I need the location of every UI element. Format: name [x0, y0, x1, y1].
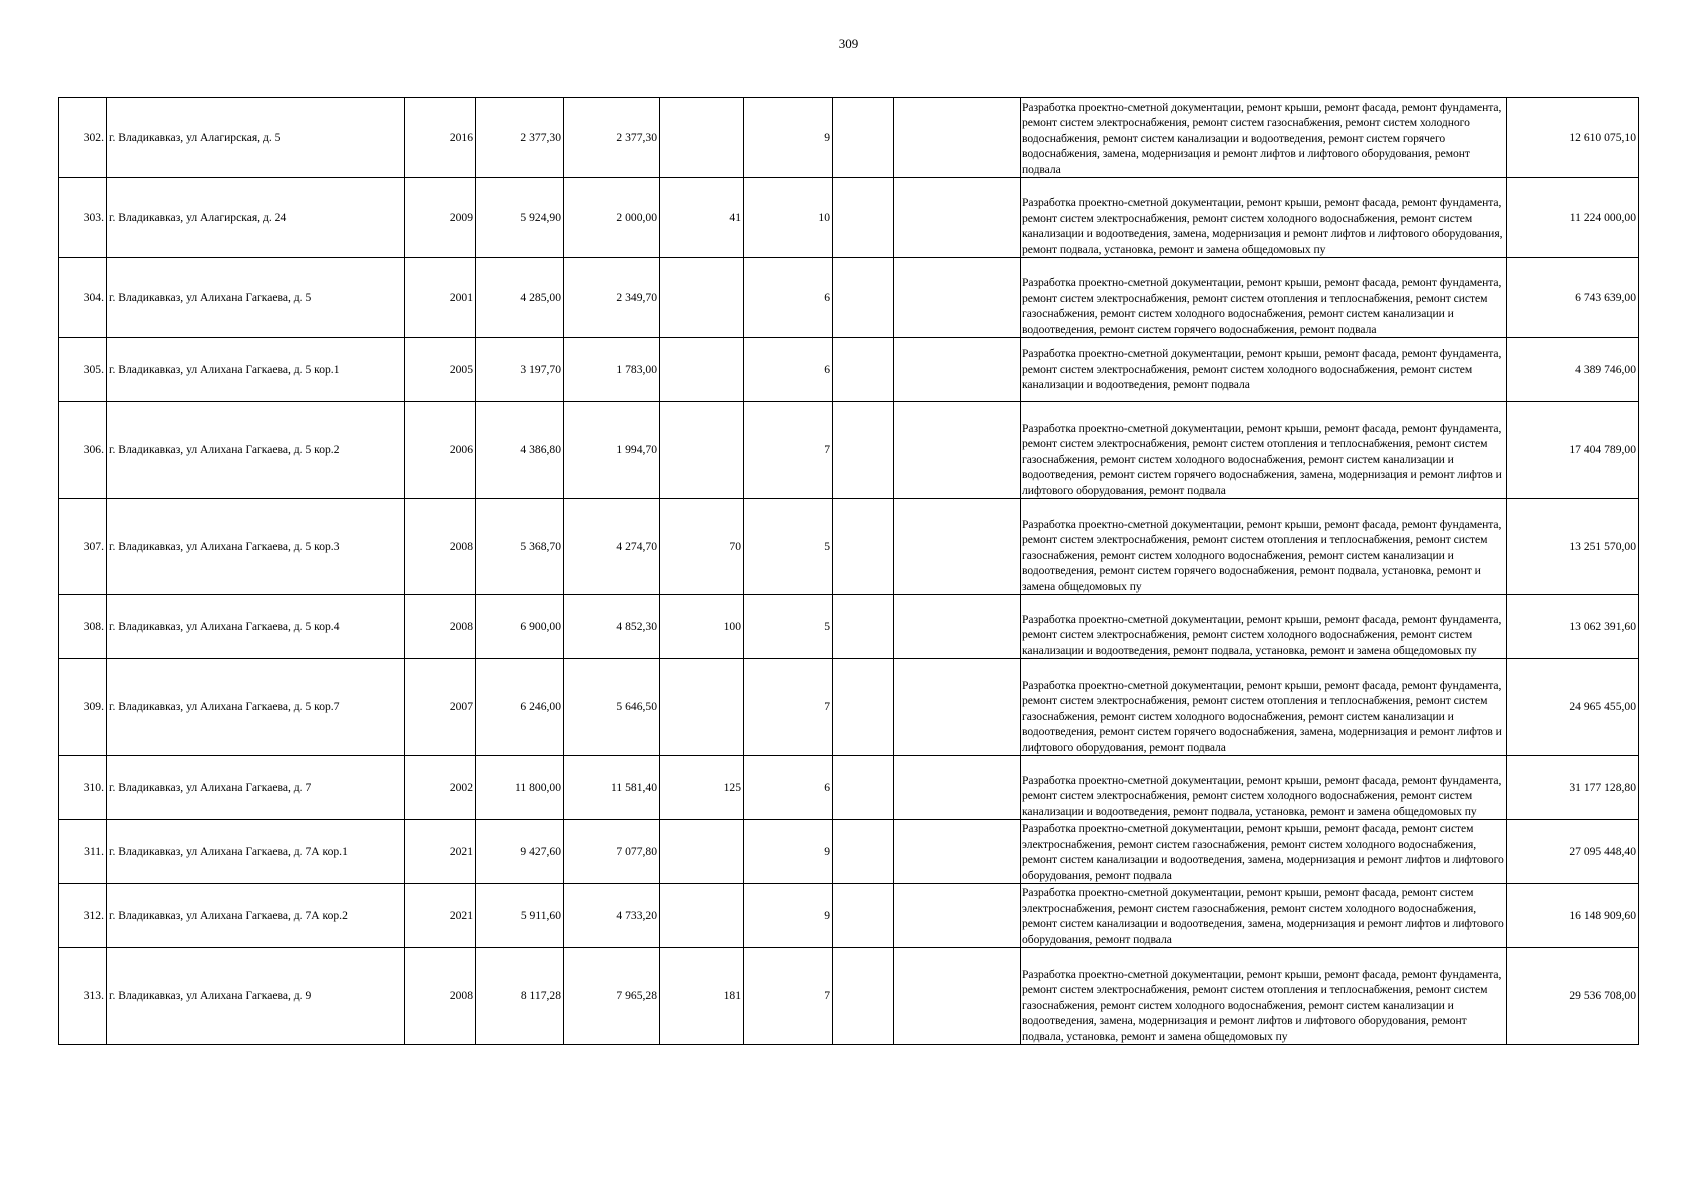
row-index: 310.	[59, 756, 107, 820]
floors-cell: 5	[744, 595, 833, 659]
floors-cell: 9	[744, 884, 833, 948]
table-row	[59, 884, 1639, 948]
total-area-cell: 5 911,60	[476, 884, 564, 948]
empty-cell	[833, 402, 894, 499]
year-cell: 2007	[405, 659, 476, 756]
works-description-cell: Разработка проектно-сметной документации, ремонт крыши, ремонт фасада, ремонт фундамента, ремонт систем электроснабжения, ремонт систем холодного водоснабжения, ремонт систем канализации и водоотведения, ремонт подвала	[1021, 338, 1507, 402]
table-row	[59, 178, 1639, 258]
table-row	[59, 499, 1639, 595]
cost-cell: 11 224 000,00	[1507, 178, 1639, 258]
works-description-cell: Разработка проектно-сметной документации, ремонт крыши, ремонт фасада, ремонт фундамента, ремонт систем электроснабжения, ремонт систем отопления и теплоснабжения, ремонт систем газоснабжения, ремонт систем холодного водоснабжения, ремонт систем канализации и водоотведения, ремонт систем горячего водоснабжения, замена, модернизация и ремонт лифтов и лифтового оборудования, ремонт подвала	[1021, 402, 1507, 499]
residents-cell	[660, 98, 744, 178]
residents-cell: 41	[660, 178, 744, 258]
empty-cell	[833, 499, 894, 595]
floors-cell: 7	[744, 948, 833, 1045]
floors-cell: 9	[744, 820, 833, 884]
works-description-cell: Разработка проектно-сметной документации, ремонт крыши, ремонт фасада, ремонт фундамента, ремонт систем электроснабжения, ремонт систем отопления и теплоснабжения, ремонт систем газоснабжения, ремонт систем холодного водоснабжения, ремонт систем канализации и водоотведения, ремонт систем горячего водоснабжения, ремонт подвала, установка, ремонт и замена общедомовых пу	[1021, 499, 1507, 595]
floors-cell: 6	[744, 258, 833, 338]
floors-cell: 7	[744, 659, 833, 756]
works-description-cell: Разработка проектно-сметной документации, ремонт крыши, ремонт фасада, ремонт систем электроснабжения, ремонт систем газоснабжения, ремонт систем холодного водоснабжения, ремонт систем канализации и водоотведения, замена, модернизация и ремонт лифтов и лифтового оборудования, ремонт подвала	[1021, 884, 1507, 948]
address-cell: г. Владикавказ, ул Алихана Гагкаева, д. 5 кор.2	[107, 402, 405, 499]
cost-cell: 31 177 128,80	[1507, 756, 1639, 820]
works-description-cell: Разработка проектно-сметной документации, ремонт крыши, ремонт фасада, ремонт фундамента, ремонт систем электроснабжения, ремонт систем холодного водоснабжения, ремонт систем канализации и водоотведения, ремонт подвала, установка, ремонт и замена общедомовых пу	[1021, 595, 1507, 659]
empty-cell	[894, 98, 1021, 178]
row-index: 305.	[59, 338, 107, 402]
address-cell: г. Владикавказ, ул Алагирская, д. 24	[107, 178, 405, 258]
residents-cell: 181	[660, 948, 744, 1045]
living-area-cell: 1 783,00	[564, 338, 660, 402]
table-row	[59, 258, 1639, 338]
address-cell: г. Владикавказ, ул Алихана Гагкаева, д. 5 кор.7	[107, 659, 405, 756]
row-index: 313.	[59, 948, 107, 1045]
total-area-cell: 5 924,90	[476, 178, 564, 258]
living-area-cell: 5 646,50	[564, 659, 660, 756]
cost-cell: 27 095 448,40	[1507, 820, 1639, 884]
floors-cell: 6	[744, 338, 833, 402]
cost-cell: 12 610 075,10	[1507, 98, 1639, 178]
empty-cell	[894, 499, 1021, 595]
empty-cell	[833, 659, 894, 756]
works-description-cell: Разработка проектно-сметной документации, ремонт крыши, ремонт фасада, ремонт фундамента, ремонт систем электроснабжения, ремонт систем газоснабжения, ремонт систем холодного водоснабжения, ремонт систем канализации и водоотведения, ремонт систем горячего водоснабжения, замена, модернизация и ремонт лифтов и лифтового оборудования, ремонт подвала	[1021, 98, 1507, 178]
table-row	[59, 338, 1639, 402]
empty-cell	[894, 402, 1021, 499]
total-area-cell: 6 900,00	[476, 595, 564, 659]
year-cell: 2001	[405, 258, 476, 338]
living-area-cell: 2 000,00	[564, 178, 660, 258]
year-cell: 2016	[405, 98, 476, 178]
year-cell: 2009	[405, 178, 476, 258]
total-area-cell: 8 117,28	[476, 948, 564, 1045]
residents-cell	[660, 258, 744, 338]
cost-cell: 6 743 639,00	[1507, 258, 1639, 338]
floors-cell: 7	[744, 402, 833, 499]
total-area-cell: 11 800,00	[476, 756, 564, 820]
empty-cell	[833, 258, 894, 338]
residents-cell: 125	[660, 756, 744, 820]
cost-cell: 13 251 570,00	[1507, 499, 1639, 595]
total-area-cell: 3 197,70	[476, 338, 564, 402]
address-cell: г. Владикавказ, ул Алихана Гагкаева, д. 7А кор.1	[107, 820, 405, 884]
table-body	[59, 98, 1639, 1045]
row-index: 307.	[59, 499, 107, 595]
row-index: 302.	[59, 98, 107, 178]
living-area-cell: 1 994,70	[564, 402, 660, 499]
cost-cell: 4 389 746,00	[1507, 338, 1639, 402]
year-cell: 2008	[405, 595, 476, 659]
works-description-cell: Разработка проектно-сметной документации, ремонт крыши, ремонт фасада, ремонт фундамента, ремонт систем электроснабжения, ремонт систем холодного водоснабжения, ремонт систем канализации и водоотведения, ремонт подвала, установка, ремонт и замена общедомовых пу	[1021, 756, 1507, 820]
living-area-cell: 4 733,20	[564, 884, 660, 948]
floors-cell: 5	[744, 499, 833, 595]
address-cell: г. Владикавказ, ул Алихана Гагкаева, д. 7А кор.2	[107, 884, 405, 948]
works-description-cell: Разработка проектно-сметной документации, ремонт крыши, ремонт фасада, ремонт фундамента, ремонт систем электроснабжения, ремонт систем отопления и теплоснабжения, ремонт систем газоснабжения, ремонт систем холодного водоснабжения, ремонт систем канализации и водоотведения, ремонт систем горячего водоснабжения, ремонт подвала	[1021, 258, 1507, 338]
empty-cell	[894, 948, 1021, 1045]
address-cell: г. Владикавказ, ул Алихана Гагкаева, д. 5 кор.3	[107, 499, 405, 595]
works-description-cell: Разработка проектно-сметной документации, ремонт крыши, ремонт фасада, ремонт фундамента, ремонт систем электроснабжения, ремонт систем отопления и теплоснабжения, ремонт систем газоснабжения, ремонт систем холодного водоснабжения, ремонт систем канализации и водоотведения, ремонт систем горячего водоснабжения, замена, модернизация и ремонт лифтов и лифтового оборудования, ремонт подвала	[1021, 659, 1507, 756]
empty-cell	[833, 948, 894, 1045]
registry-table	[58, 97, 1639, 1045]
row-index: 308.	[59, 595, 107, 659]
empty-cell	[833, 178, 894, 258]
page-number: 309	[838, 36, 859, 51]
empty-cell	[833, 756, 894, 820]
row-index: 311.	[59, 820, 107, 884]
row-index: 309.	[59, 659, 107, 756]
total-area-cell: 6 246,00	[476, 659, 564, 756]
empty-cell	[894, 258, 1021, 338]
residents-cell: 70	[660, 499, 744, 595]
year-cell: 2021	[405, 820, 476, 884]
year-cell: 2006	[405, 402, 476, 499]
empty-cell	[894, 178, 1021, 258]
address-cell: г. Владикавказ, ул Алагирская, д. 5	[107, 98, 405, 178]
address-cell: г. Владикавказ, ул Алихана Гагкаева, д. 9	[107, 948, 405, 1045]
residents-cell	[660, 884, 744, 948]
table-row	[59, 756, 1639, 820]
total-area-cell: 2 377,30	[476, 98, 564, 178]
living-area-cell: 11 581,40	[564, 756, 660, 820]
living-area-cell: 7 965,28	[564, 948, 660, 1045]
empty-cell	[833, 98, 894, 178]
year-cell: 2005	[405, 338, 476, 402]
address-cell: г. Владикавказ, ул Алихана Гагкаева, д. 5 кор.4	[107, 595, 405, 659]
row-index: 304.	[59, 258, 107, 338]
residents-cell	[660, 659, 744, 756]
works-description-cell: Разработка проектно-сметной документации, ремонт крыши, ремонт фасада, ремонт фундамента, ремонт систем электроснабжения, ремонт систем отопления и теплоснабжения, ремонт систем газоснабжения, ремонт систем холодного водоснабжения, ремонт систем канализации и водоотведения, замена, модернизация и ремонт лифтов и лифтового оборудования, ремонт подвала, установка, ремонт и замена общедомовых пу	[1021, 948, 1507, 1045]
residents-cell: 100	[660, 595, 744, 659]
table-row	[59, 595, 1639, 659]
residents-cell	[660, 820, 744, 884]
cost-cell: 17 404 789,00	[1507, 402, 1639, 499]
residents-cell	[660, 338, 744, 402]
empty-cell	[894, 595, 1021, 659]
address-cell: г. Владикавказ, ул Алихана Гагкаева, д. 5 кор.1	[107, 338, 405, 402]
empty-cell	[894, 820, 1021, 884]
works-description-cell: Разработка проектно-сметной документации, ремонт крыши, ремонт фасада, ремонт систем электроснабжения, ремонт систем газоснабжения, ремонт систем холодного водоснабжения, ремонт систем канализации и водоотведения, замена, модернизация и ремонт лифтов и лифтового оборудования, ремонт подвала	[1021, 820, 1507, 884]
year-cell: 2021	[405, 884, 476, 948]
living-area-cell: 7 077,80	[564, 820, 660, 884]
living-area-cell: 2 349,70	[564, 258, 660, 338]
empty-cell	[833, 338, 894, 402]
row-index: 312.	[59, 884, 107, 948]
empty-cell	[894, 756, 1021, 820]
empty-cell	[894, 338, 1021, 402]
table-row	[59, 820, 1639, 884]
year-cell: 2008	[405, 499, 476, 595]
floors-cell: 10	[744, 178, 833, 258]
empty-cell	[894, 884, 1021, 948]
cost-cell: 24 965 455,00	[1507, 659, 1639, 756]
residents-cell	[660, 402, 744, 499]
total-area-cell: 5 368,70	[476, 499, 564, 595]
living-area-cell: 4 274,70	[564, 499, 660, 595]
empty-cell	[833, 820, 894, 884]
address-cell: г. Владикавказ, ул Алихана Гагкаева, д. 5	[107, 258, 405, 338]
floors-cell: 6	[744, 756, 833, 820]
empty-cell	[833, 884, 894, 948]
row-index: 303.	[59, 178, 107, 258]
total-area-cell: 4 386,80	[476, 402, 564, 499]
row-index: 306.	[59, 402, 107, 499]
living-area-cell: 4 852,30	[564, 595, 660, 659]
cost-cell: 13 062 391,60	[1507, 595, 1639, 659]
year-cell: 2008	[405, 948, 476, 1045]
total-area-cell: 9 427,60	[476, 820, 564, 884]
empty-cell	[833, 595, 894, 659]
living-area-cell: 2 377,30	[564, 98, 660, 178]
total-area-cell: 4 285,00	[476, 258, 564, 338]
cost-cell: 16 148 909,60	[1507, 884, 1639, 948]
floors-cell: 9	[744, 98, 833, 178]
table-row	[59, 402, 1639, 499]
table-row	[59, 98, 1639, 178]
table-row	[59, 659, 1639, 756]
year-cell: 2002	[405, 756, 476, 820]
cost-cell: 29 536 708,00	[1507, 948, 1639, 1045]
table-row	[59, 948, 1639, 1045]
address-cell: г. Владикавказ, ул Алихана Гагкаева, д. 7	[107, 756, 405, 820]
empty-cell	[894, 659, 1021, 756]
works-description-cell: Разработка проектно-сметной документации, ремонт крыши, ремонт фасада, ремонт фундамента, ремонт систем электроснабжения, ремонт систем холодного водоснабжения, ремонт систем канализации и водоотведения, замена, модернизация и ремонт лифтов и лифтового оборудования, ремонт подвала, установка, ремонт и замена общедомовых пу	[1021, 178, 1507, 258]
